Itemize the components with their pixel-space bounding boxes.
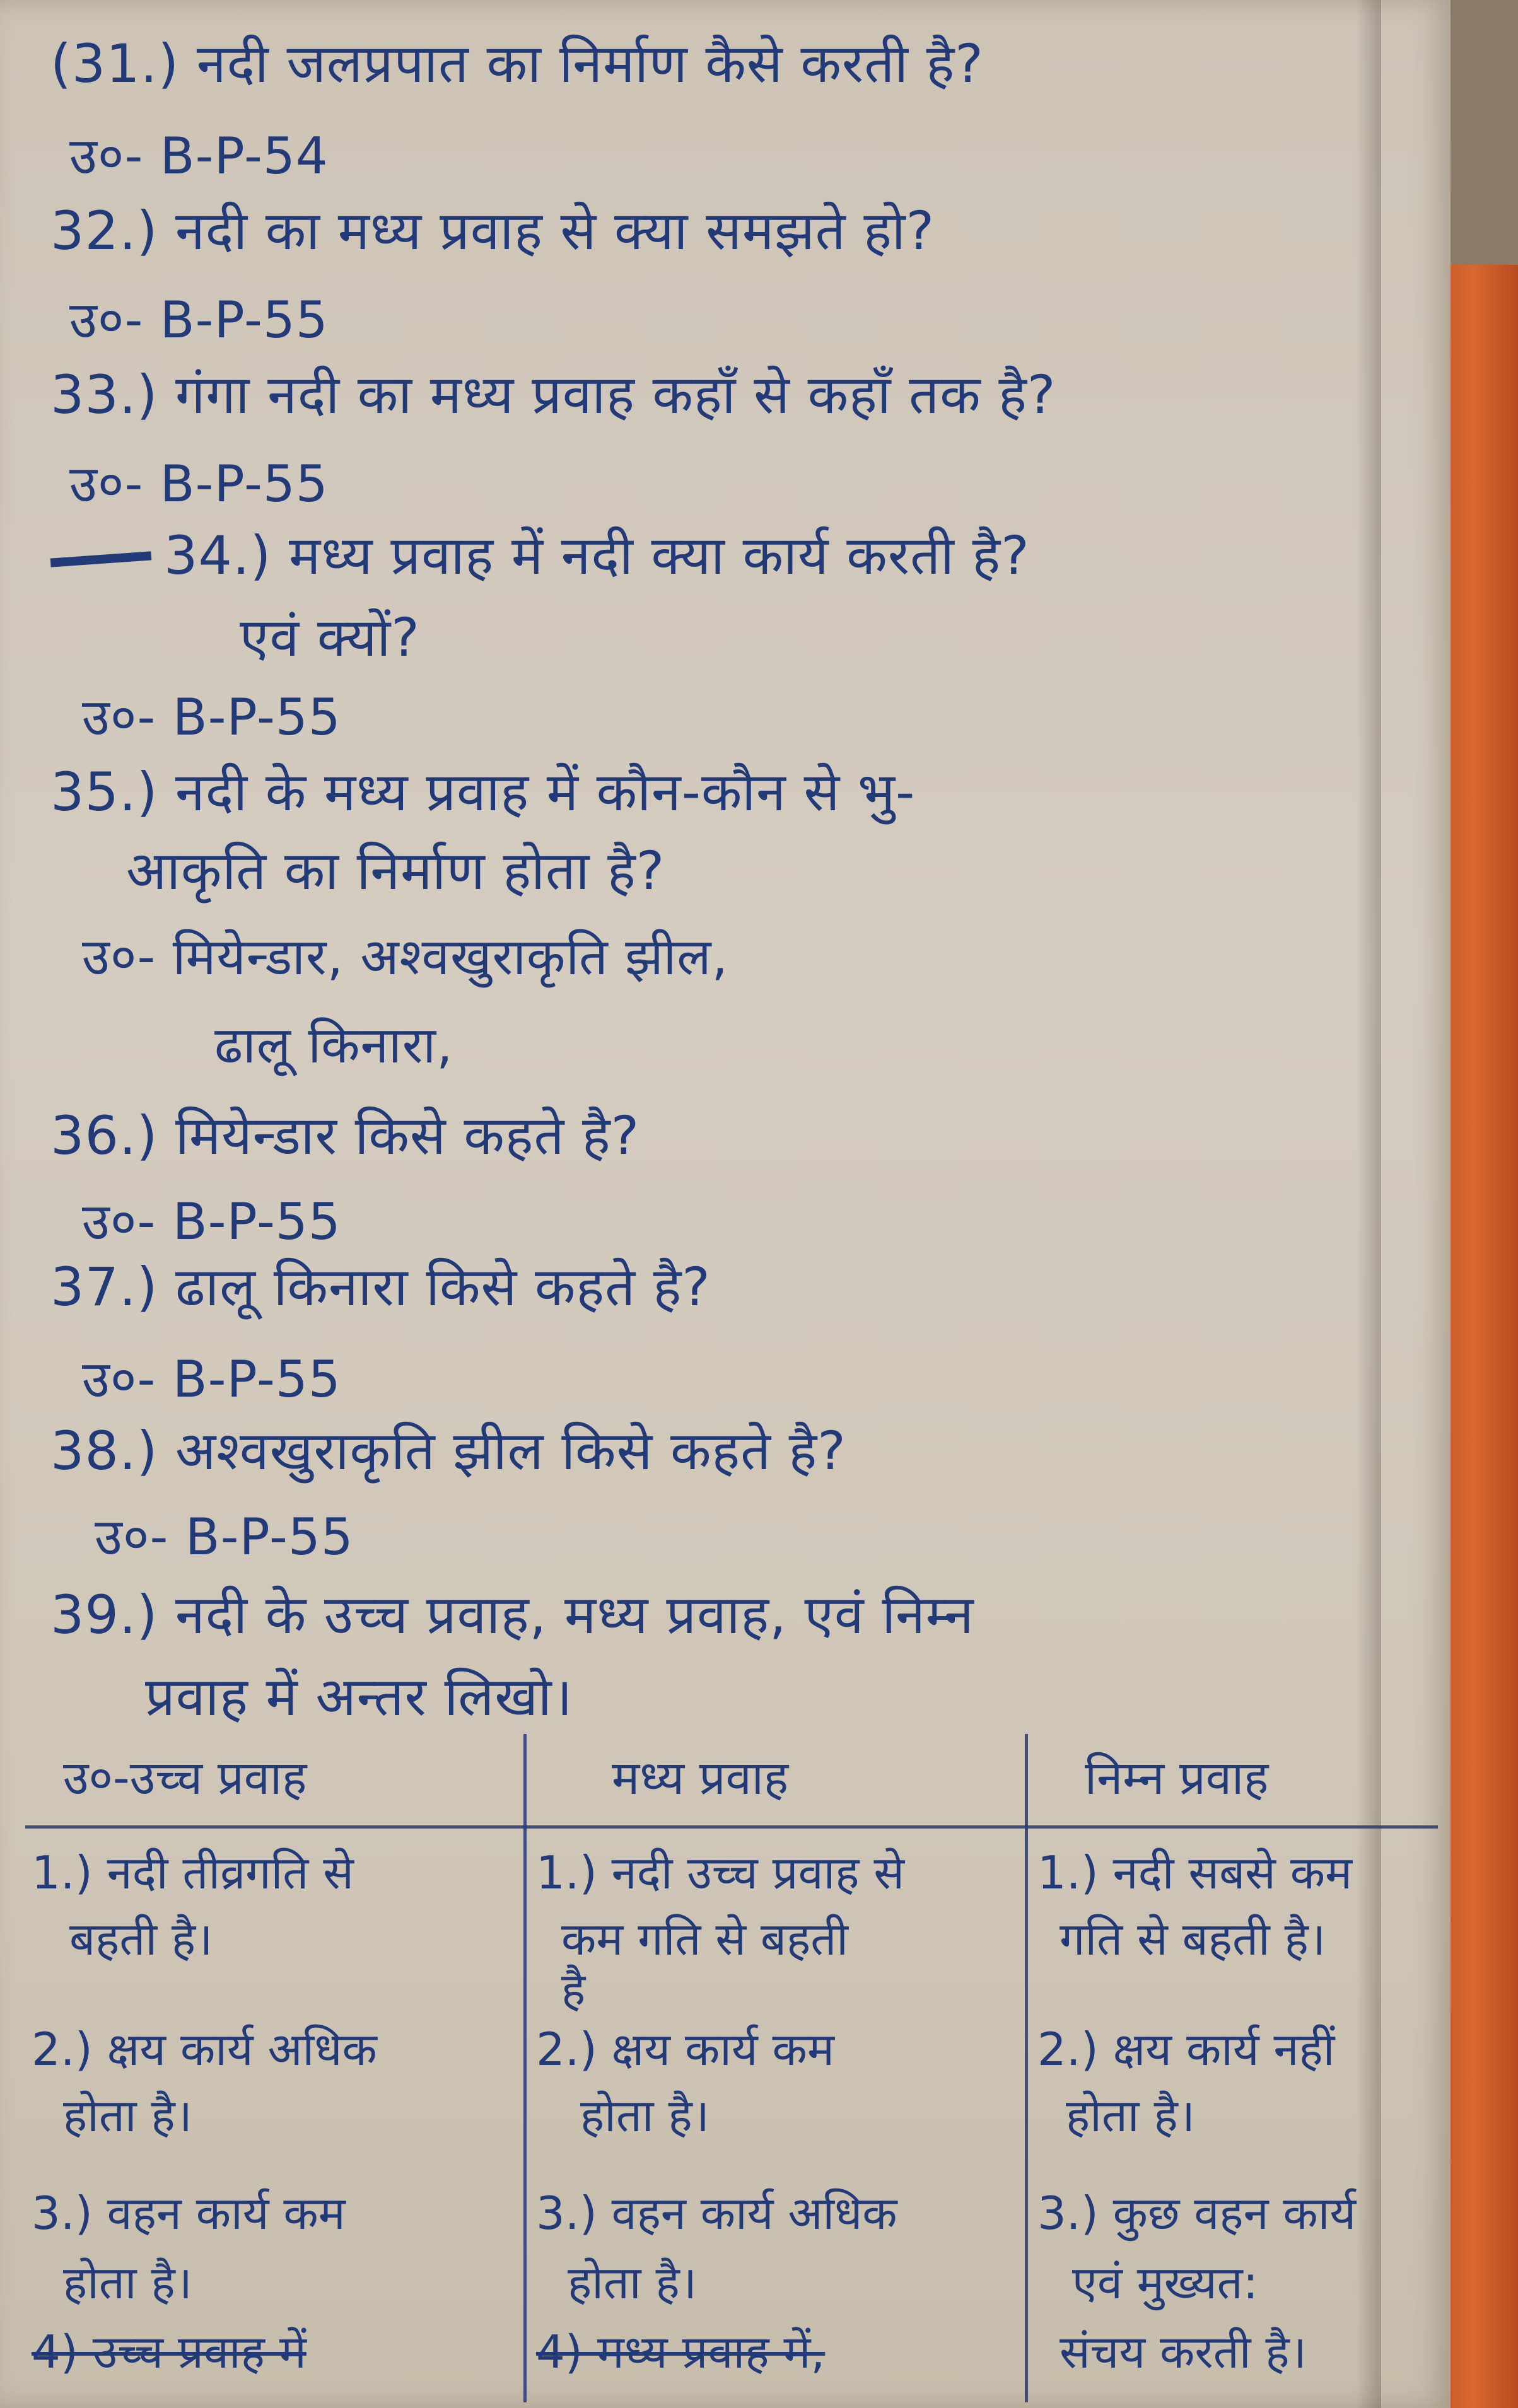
question-31: (31.) नदी जलप्रपात का निर्माण कैसे करती है? <box>50 33 984 95</box>
table-cell: होता है। <box>580 2089 709 2142</box>
table-header-middle-course: मध्य प्रवाह <box>612 1751 789 1805</box>
question-35-line-1: 35.) नदी के मध्य प्रवाह में कौन-कौन से भु- <box>50 761 916 823</box>
question-36: 36.) मियेन्डार किसे कहते है? <box>50 1105 640 1166</box>
answer-35-line-1: उ०- मियेन्डार, अश्वखुराकृति झील, <box>82 928 728 986</box>
table-cell: 2.) क्षय कार्य नहीं <box>1037 2023 1335 2076</box>
table-cell: संचय करती है। <box>1060 2325 1307 2378</box>
answer-33: उ०- B-P-55 <box>69 455 329 513</box>
answer-32: उ०- B-P-55 <box>69 291 329 349</box>
answer-36: उ०- B-P-55 <box>82 1192 341 1251</box>
answer-37: उ०- B-P-55 <box>82 1350 341 1409</box>
question-32: 32.) नदी का मध्य प्रवाह से क्या समझते हो? <box>50 200 935 262</box>
table-cell: बहती है। <box>69 1912 213 1965</box>
question-39-line-2: प्रवाह में अन्तर लिखो। <box>145 1666 573 1728</box>
table-cell: होता है। <box>568 2256 697 2309</box>
question-38: 38.) अश्वखुराकृति झील किसे कहते है? <box>50 1420 846 1482</box>
orange-cloth-background <box>1442 265 1518 2408</box>
table-column-divider-1 <box>523 1734 527 2402</box>
answer-34: उ०- B-P-55 <box>82 688 341 747</box>
answer-35-line-2: ढालू किनारा, <box>214 1016 453 1074</box>
table-cell: है <box>561 1963 586 2016</box>
answer-31: उ०- B-P-54 <box>69 127 329 185</box>
question-37: 37.) ढालू किनारा किसे कहते है? <box>50 1256 711 1318</box>
comparison-table <box>25 1734 1438 2402</box>
table-cell: होता है। <box>63 2256 192 2309</box>
strike-through-mark <box>50 551 152 567</box>
table-cell: 3.) वहन कार्य अधिक <box>536 2187 897 2240</box>
question-33: 33.) गंगा नदी का मध्य प्रवाह कहाँ से कहाँ तक है? <box>50 364 1056 426</box>
table-column-divider-2 <box>1025 1734 1028 2402</box>
table-cell-struck: 4) उच्च प्रवाह में <box>32 2325 307 2378</box>
table-cell-struck: 4) मध्य प्रवाह में, <box>536 2325 826 2378</box>
question-34-line-2: एवं क्यों? <box>240 607 420 668</box>
question-34-line-1 <box>50 517 1030 590</box>
table-header-lower-course: निम्न प्रवाह <box>1085 1751 1269 1805</box>
table-header-divider <box>25 1825 1438 1829</box>
table-header-upper-course: उ०-उच्च प्रवाह <box>63 1751 307 1805</box>
table-cell: 3.) वहन कार्य कम <box>32 2187 346 2240</box>
table-cell: 1.) नदी उच्च प्रवाह से <box>536 1846 905 1899</box>
table-cell: 3.) कुछ वहन कार्य <box>1037 2187 1357 2240</box>
table-cell: 2.) क्षय कार्य अधिक <box>32 2023 377 2076</box>
question-39-line-1: 39.) नदी के उच्च प्रवाह, मध्य प्रवाह, एवं निम्न <box>50 1584 974 1646</box>
answer-38: उ०- B-P-55 <box>95 1508 354 1566</box>
table-cell: एवं मुख्यत: <box>1072 2256 1258 2309</box>
handwritten-notes <box>25 13 1438 2402</box>
table-cell: होता है। <box>63 2089 192 2142</box>
table-cell: 1.) नदी सबसे कम <box>1037 1846 1353 1899</box>
table-cell: होता है। <box>1066 2089 1195 2142</box>
table-cell: गति से बहती है। <box>1060 1912 1326 1965</box>
table-cell: कम गति से बहती <box>561 1912 848 1965</box>
question-35-line-2: आकृति का निर्माण होता है? <box>126 840 665 902</box>
table-cell: 2.) क्षय कार्य कम <box>536 2023 834 2076</box>
question-34-text: 34.) मध्य प्रवाह में नदी क्या कार्य करती है? <box>164 525 1030 586</box>
table-cell: 1.) नदी तीव्रगति से <box>32 1846 354 1899</box>
